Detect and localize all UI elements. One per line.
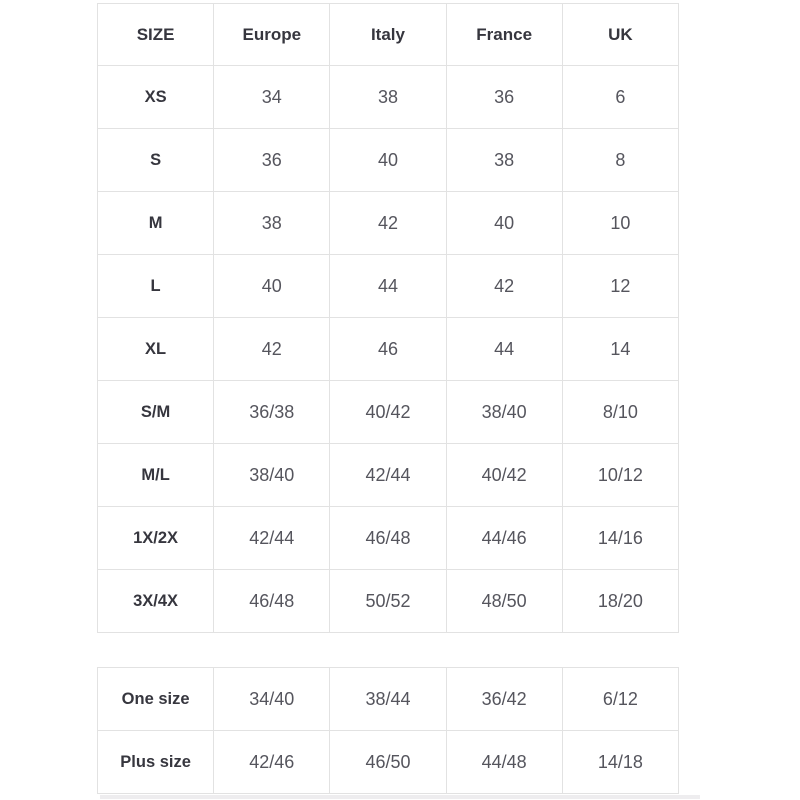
table-row-s: [98, 129, 679, 192]
cell-france: 48/50: [446, 570, 562, 633]
table-row-xs: [98, 66, 679, 129]
row-label: M/L: [98, 444, 214, 507]
cell-italy: 46: [330, 318, 446, 381]
cell-italy: 44: [330, 255, 446, 318]
table-row-l: [98, 255, 679, 318]
row-label: Plus size: [98, 731, 214, 794]
table-row-plus-size: [98, 731, 679, 794]
cell-france: 44: [446, 318, 562, 381]
table-row-1x2x: [98, 507, 679, 570]
row-label: M: [98, 192, 214, 255]
row-label: S/M: [98, 381, 214, 444]
cell-uk: 18/20: [562, 570, 678, 633]
cell-italy: 50/52: [330, 570, 446, 633]
cell-france: 40: [446, 192, 562, 255]
cell-france: 38: [446, 129, 562, 192]
table-row-xl: [98, 318, 679, 381]
cell-europe: 42/44: [214, 507, 330, 570]
cell-europe: 36: [214, 129, 330, 192]
table-header-row: [98, 4, 679, 66]
cell-uk: 10/12: [562, 444, 678, 507]
cell-europe: 34: [214, 66, 330, 129]
cell-france: 36/42: [446, 668, 562, 731]
size-conversion-table: [97, 3, 679, 633]
column-header-italy: Italy: [330, 4, 446, 66]
column-header-france: France: [446, 4, 562, 66]
table-row-sm: [98, 381, 679, 444]
cell-europe: 38: [214, 192, 330, 255]
cell-europe: 46/48: [214, 570, 330, 633]
column-header-europe: Europe: [214, 4, 330, 66]
cell-france: 38/40: [446, 381, 562, 444]
table-row-one-size: [98, 668, 679, 731]
cell-europe: 40: [214, 255, 330, 318]
cell-uk: 10: [562, 192, 678, 255]
row-label: XL: [98, 318, 214, 381]
bottom-edge-divider: [100, 795, 700, 799]
cell-france: 42: [446, 255, 562, 318]
cell-europe: 42/46: [214, 731, 330, 794]
cell-italy: 46/48: [330, 507, 446, 570]
cell-italy: 42: [330, 192, 446, 255]
row-label: 3X/4X: [98, 570, 214, 633]
row-label: XS: [98, 66, 214, 129]
special-sizes-table: [97, 667, 679, 794]
cell-uk: 6: [562, 66, 678, 129]
table-row-m: [98, 192, 679, 255]
cell-uk: 14/18: [562, 731, 678, 794]
cell-europe: 42: [214, 318, 330, 381]
row-label: S: [98, 129, 214, 192]
cell-uk: 14: [562, 318, 678, 381]
cell-uk: 8: [562, 129, 678, 192]
cell-uk: 8/10: [562, 381, 678, 444]
cell-france: 44/48: [446, 731, 562, 794]
column-header-size: SIZE: [98, 4, 214, 66]
cell-uk: 12: [562, 255, 678, 318]
cell-uk: 14/16: [562, 507, 678, 570]
cell-france: 40/42: [446, 444, 562, 507]
table-row-3x4x: [98, 570, 679, 633]
row-label: L: [98, 255, 214, 318]
cell-europe: 36/38: [214, 381, 330, 444]
cell-france: 36: [446, 66, 562, 129]
row-label: One size: [98, 668, 214, 731]
cell-italy: 38/44: [330, 668, 446, 731]
cell-europe: 34/40: [214, 668, 330, 731]
cell-italy: 42/44: [330, 444, 446, 507]
cell-europe: 38/40: [214, 444, 330, 507]
cell-italy: 40/42: [330, 381, 446, 444]
column-header-uk: UK: [562, 4, 678, 66]
cell-italy: 38: [330, 66, 446, 129]
cell-italy: 46/50: [330, 731, 446, 794]
cell-italy: 40: [330, 129, 446, 192]
cell-france: 44/46: [446, 507, 562, 570]
table-row-ml: [98, 444, 679, 507]
cell-uk: 6/12: [562, 668, 678, 731]
row-label: 1X/2X: [98, 507, 214, 570]
